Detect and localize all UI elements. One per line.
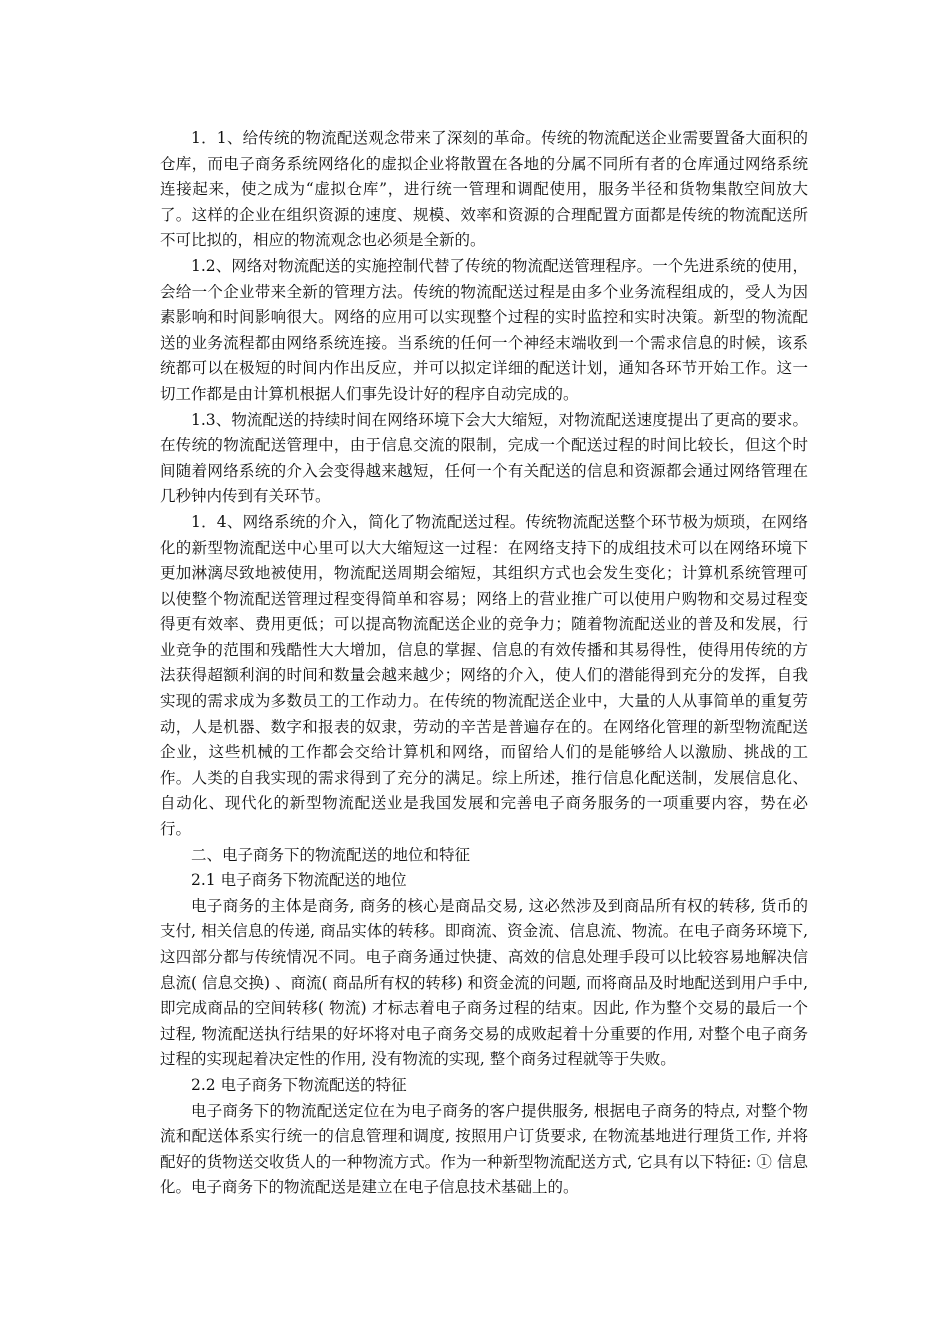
- subsection-heading-2-2: 2.2 电子商务下物流配送的特征: [191, 1075, 407, 1094]
- paragraph-2-1: 电子商务的主体是商务, 商务的核心是商品交易, 这必然涉及到商品所有权的转移, 货币的支付, 相关信息的传递, 商品实体的转移。即商流、资金流、信息流、物流。在电子商务环境下, 这四部分都与传统情况不同。电子商务通过快捷、高效的信息处理手段可以比较容易地解决信息流( 信息交换) 、商流( 商品所有权的转移) 和资金流的问题, 而将商品及时地配送到用户手中, 即完成商品的空间转移( 物流) 才标志着电子商务过程的结束。因此, 作为整个交易的最后一个过程, 物流配送执行结果的好坏将对电子商务交易的成败起着十分重要的作用, 对整个电子商务过程的实现起着决定性的作用, 没有物流的实现, 整个商务过程就等于失败。: [160, 896, 808, 1069]
- subsection-heading-2-1: 2.1 电子商务下物流配送的地位: [191, 871, 407, 890]
- paragraph-1-2: 1.2、网络对物流配送的实施控制代替了传统的物流配送管理程序。一个先进系统的使用，会给一个企业带来全新的管理方法。传统的物流配送过程是由多个业务流程组成的，受人为因素影响和时间影响很大。网络的应用可以实现整个过程的实时监控和实时决策。新型的物流配送的业务流程都由网络系统连接。当系统的任何一个神经末端收到一个需求信息的时候，该系统都可以在极短的时间内作出反应，并可以拟定详细的配送计划，通知各环节开始工作。这一切工作都是由计算机根据人们事先设计好的程序自动完成的。: [160, 256, 808, 403]
- paragraph-1-4: 1．4、网络系统的介入，简化了物流配送过程。传统物流配送整个环节极为烦琐，在网络化的新型物流配送中心里可以大大缩短这一过程：在网络支持下的成组技术可以在网络环境下更加淋漓尽致地被使用，物流配送周期会缩短，其组织方式也会发生变化；计算机系统管理可以使整个物流配送管理过程变得简单和容易；网络上的营业推广可以使用户购物和交易过程变得更有效率、费用更低；可以提高物流配送企业的竞争力；随着物流配送业的普及和发展，行业竞争的范围和残酷性大大增加，信息的掌握、信息的有效传播和其易得性，使得用传统的方法获得超额利润的时间和数量会越来越少；网络的介入，使人们的潜能得到充分的发挥，自我实现的需求成为多数员工的工作动力。在传统的物流配送企业中，大量的人从事简单的重复劳动，人是机器、数字和报表的奴隶，劳动的辛苦是普遍存在的。在网络化管理的新型物流配送企业，这些机械的工作都会交给计算机和网络，而留给人们的是能够给人以激励、挑战的工作。人类的自我实现的需求得到了充分的满足。综上所述，推行信息化配送制，发展信息化、自动化、现代化的新型物流配送业是我国发展和完善电子商务服务的一项重要内容，势在必行。: [160, 512, 808, 839]
- paragraph-1-1: 1．1、给传统的物流配送观念带来了深刻的革命。传统的物流配送企业需要置备大面积的仓库，而电子商务系统网络化的虚拟企业将散置在各地的分属不同所有者的仓库通过网络系统连接起来，使之成为“虚拟仓库”，进行统一管理和调配使用，服务半径和货物集散空间放大了。这样的企业在组织资源的速度、规模、效率和资源的合理配置方面都是传统的物流配送所不可比拟的，相应的物流观念也必须是全新的。: [160, 129, 808, 250]
- paragraph-1-3: 1.3、物流配送的持续时间在网络环境下会大大缩短，对物流配送速度提出了更高的要求。在传统的物流配送管理中，由于信息交流的限制，完成一个配送过程的时间比较长，但这个时间随着网络系统的介入会变得越来越短，任何一个有关配送的信息和资源都会通过网络管理在几秒钟内传到有关环节。: [160, 410, 808, 506]
- section-heading-2: 二、电子商务下的物流配送的地位和特征: [191, 845, 471, 864]
- paragraph-2-2: 电子商务下的物流配送定位在为电子商务的客户提供服务, 根据电子商务的特点, 对整个物流和配送体系实行统一的信息管理和调度, 按照用户订货要求, 在物流基地进行理货工作, 并将配好的货物送交收货人的一种物流方式。作为一种新型物流配送方式, 它具有以下特征: ① 信息化。电子商务下的物流配送是建立在电子信息技术基础上的。: [160, 1101, 808, 1197]
- document-page: [160, 126, 808, 1201]
